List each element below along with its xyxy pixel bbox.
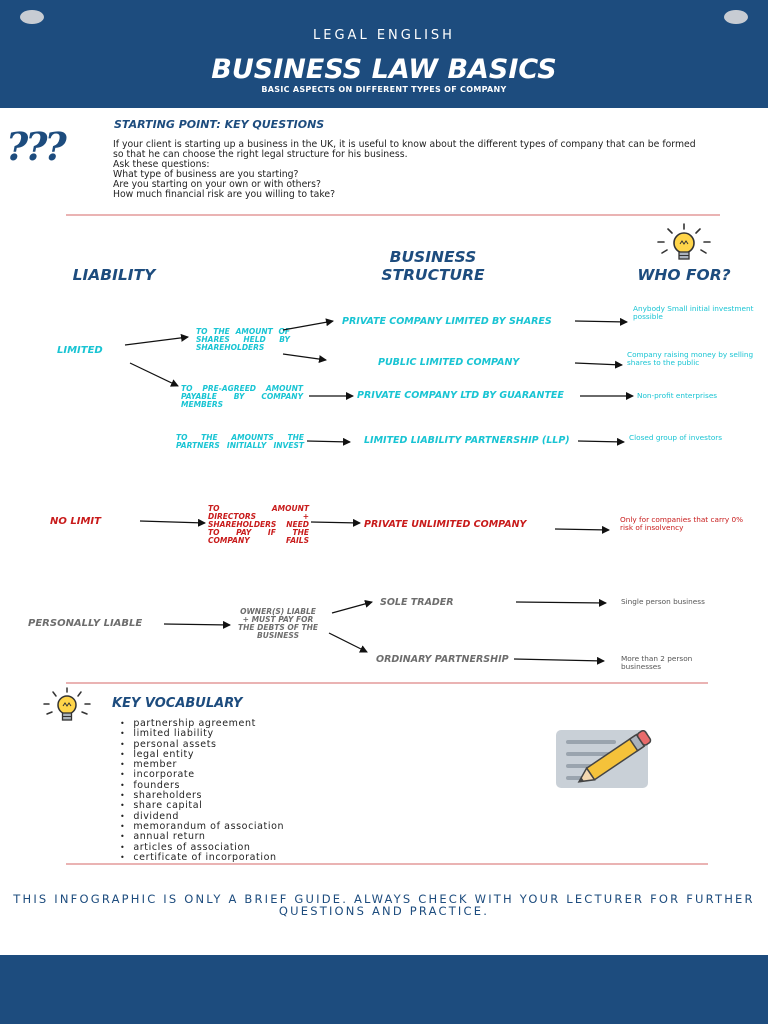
lightbulb-icon	[36, 686, 98, 728]
footer-note: THIS INFOGRAPHIC IS ONLY A BRIEF GUIDE. ALWAYS CHECK WITH YOUR LECTURER FOR FURTHER QUESTIONS AND PRACTICE.	[13, 892, 755, 918]
list-item: • dividend	[120, 812, 284, 822]
arrow	[140, 521, 205, 523]
arrow	[332, 602, 372, 613]
who-llp: Closed group of investors	[629, 433, 723, 442]
structure-public-limited: PUBLIC LIMITED COMPANY	[378, 357, 520, 368]
brand-label: LEGAL ENGLISH	[313, 28, 455, 43]
starting-point-heading: STARTING POINT: KEY QUESTIONS	[114, 118, 325, 131]
list-item: • articles of association	[120, 843, 284, 853]
list-item: • limited liability	[120, 729, 284, 739]
structure-private-guarantee: PRIVATE COMPANY LTD BY GUARANTEE	[357, 390, 564, 401]
structure-ordinary-partnership: ORDINARY PARTNERSHIP	[376, 654, 509, 665]
arrow	[575, 363, 622, 365]
list-item: • member	[120, 760, 284, 770]
arrow	[516, 602, 606, 603]
question-line: How much financial risk are you willing to take?	[113, 189, 336, 200]
intro-paragraph: If your client is starting up a business in the UK, it is useful to know about the different types of company that can be formed so that he can choose the right legal structure for his business.	[113, 139, 696, 160]
list-item: • incorporate	[120, 770, 284, 780]
list-item: • certificate of incorporation	[120, 853, 284, 863]
list-item: • shareholders	[120, 791, 284, 801]
list-item: • founders	[120, 781, 284, 791]
structure-private-unlimited: PRIVATE UNLIMITED COMPANY	[364, 519, 527, 530]
page-subtitle: BASIC ASPECTS ON DIFFERENT TYPES OF COMPANY	[261, 85, 507, 94]
structure-sole-trader: SOLE TRADER	[380, 597, 454, 608]
arrow	[575, 321, 627, 322]
intro-line: Ask these questions:	[113, 159, 210, 170]
structure-llp: LIMITED LIABILITY PARTNERSHIP (LLP)	[364, 435, 570, 446]
who-private-unlimited: Only for companies that carry 0% risk of insolvency	[620, 515, 744, 532]
question-line: Are you starting on your own or with others?	[113, 179, 321, 190]
arrow	[164, 624, 230, 625]
structure-heading-line1: BUSINESS	[389, 248, 477, 266]
arrow	[514, 659, 604, 661]
arrow	[283, 354, 326, 360]
arrow	[130, 363, 178, 386]
page-title: BUSINESS LAW BASICS	[211, 54, 557, 85]
arrow	[311, 522, 360, 523]
list-item: • annual return	[120, 832, 284, 842]
personally-liable-label: PERSONALLY LIABLE	[28, 618, 143, 629]
question-marks-icon: ???	[6, 124, 64, 169]
personally-liable-note: OWNER(S) LIABLE + MUST PAY FOR THE DEBTS OF THE BUSINESS	[238, 607, 318, 640]
liability-column-heading: LIABILITY	[72, 266, 156, 284]
arrow	[125, 337, 188, 345]
footer-bar	[0, 955, 768, 1024]
structure-private-shares: PRIVATE COMPANY LIMITED BY SHARES	[342, 316, 552, 327]
list-item: • legal entity	[120, 750, 284, 760]
structure-heading-line2: STRUCTURE	[381, 266, 485, 284]
who-for-column-heading: WHO FOR?	[637, 266, 731, 284]
arrow	[555, 529, 609, 530]
arrow	[329, 633, 367, 652]
question-line: What type of business are you starting?	[113, 169, 299, 180]
who-private-shares: Anybody Small initial investment possible	[633, 304, 754, 321]
who-sole-trader: Single person business	[621, 597, 705, 606]
guarantee-note: TO PRE-AGREED AMOUNT PAYABLE BY COMPANY MEMBERS	[181, 384, 303, 409]
list-item: • personal assets	[120, 740, 284, 750]
no-limit-label: NO LIMIT	[50, 516, 101, 527]
arrow	[307, 441, 350, 442]
arrow	[578, 441, 624, 442]
list-item: • memorandum of association	[120, 822, 284, 832]
divider	[66, 682, 708, 684]
list-item: • partnership agreement	[120, 719, 284, 729]
who-guarantee: Non-profit enterprises	[637, 391, 718, 400]
llp-note: TO THE AMOUNTS THE PARTNERS INITIALLY INVEST	[176, 433, 304, 450]
pencil-notepad-icon	[554, 728, 662, 792]
limited-label: LIMITED	[57, 345, 103, 356]
vocabulary-heading: KEY VOCABULARY	[112, 696, 243, 711]
arrow	[283, 321, 333, 330]
shares-note: TO THE AMOUNT OF SHARES HELD BY SHAREHOLDERS	[196, 327, 290, 352]
list-item: • share capital	[120, 801, 284, 811]
no-limit-note: TO AMOUNT DIRECTORS + SHAREHOLDERS NEED TO PAY IF THE COMPANY FAILS	[208, 504, 309, 545]
divider	[66, 863, 708, 865]
who-ordinary-partnership: More than 2 person businesses	[621, 654, 693, 671]
vocabulary-list	[120, 719, 284, 863]
who-public-limited: Company raising money by selling shares to the public	[627, 350, 754, 367]
